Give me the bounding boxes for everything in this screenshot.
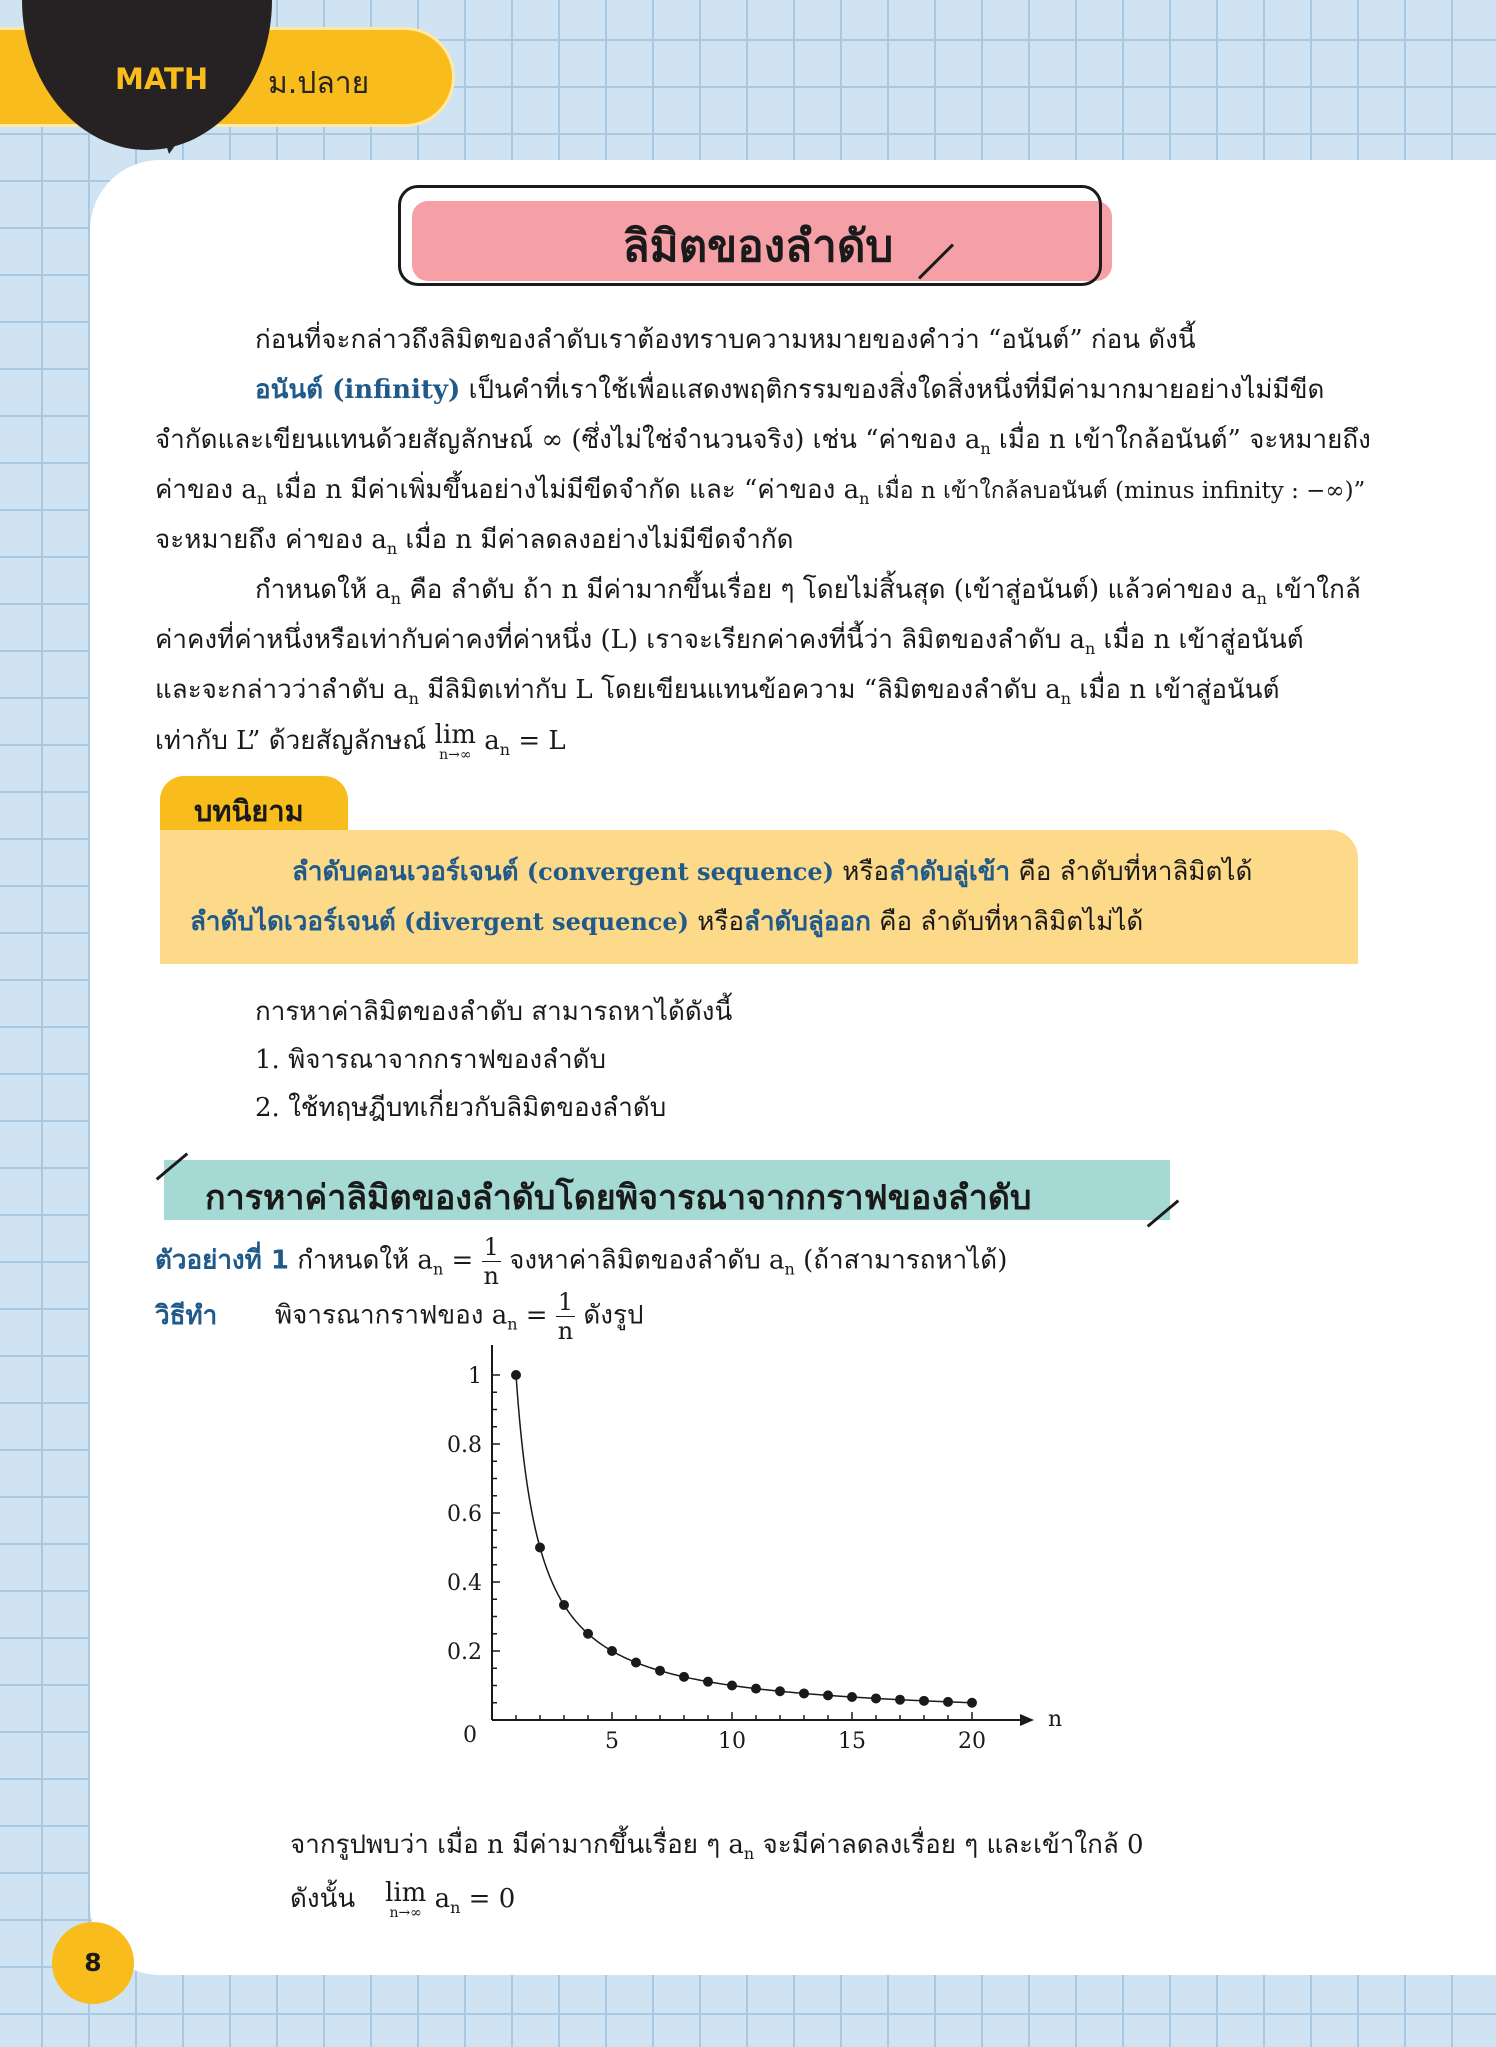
level-label: ม.ปลาย [268,66,370,101]
page-number: 8 [84,1948,102,1977]
infinity-text-3c: เมื่อ n เข้าใกล้ลบอนันต์ (minus infinity : −∞)” [869,478,1366,504]
subscript: n [390,589,402,608]
example-label: ตัวอย่างที่ 1 [155,1245,289,1276]
subscript: n [499,740,511,759]
example-text-b: จงหาค่าลิมิตของลำดับ a [509,1245,785,1276]
limit-text-4c: = L [510,726,566,756]
sequence-graph [420,1345,1100,1765]
data-point [511,1370,521,1380]
subject-bubble-tail [155,110,201,154]
limit-text-1b: คือ ลำดับ ถ้า n มีค่ามากขึ้นเรื่อย ๆ โดยไม่สิ้นสุด (เข้าสู่อนันต์) แล้วค่าของ a [401,575,1257,605]
data-point [583,1629,593,1639]
fraction-1-over-n [482,1235,501,1288]
conclusion-text-a: จากรูปพบว่า เมื่อ n มีค่ามากขึ้นเรื่อย ๆ a [290,1830,744,1860]
therefore-word: ดังนั้น [290,1884,356,1914]
subscript: n [450,1898,461,1917]
x-tick-label: 10 [718,1729,746,1754]
subscript: n [980,439,991,458]
limit-text-3b: มีลิมิตเท่ากับ L โดยเขียนแทนข้อความ “ลิมิตของลำดับ a [418,675,1061,705]
infinity-line-2 [155,425,1371,458]
convergent-alt-term: ลำดับลู่เข้า [889,857,1011,887]
example-text-c: (ถ้าสามารถหาได้) [794,1245,1008,1276]
limit-text-4a: เท่ากับ L” ด้วยสัญลักษณ์ [155,726,427,756]
data-point [607,1646,617,1656]
infinity-text-2b: เมื่อ n เข้าใกล้อนันต์” จะหมายถึง [990,425,1371,455]
infinity-text-2a: จำกัดและเขียนแทนด้วยสัญลักษณ์ ∞ (ซึ่งไม่ใช่จำนวนจริง) เช่น “ค่าของ a [155,425,981,455]
data-point [823,1690,833,1700]
subscript: n [1084,639,1096,658]
y-tick-label: 0.2 [447,1640,482,1665]
therefore-line [290,1880,515,1920]
y-tick-label: 0.6 [447,1502,482,1527]
origin-label: 0 [463,1723,477,1748]
method-label: วิธีทำ [155,1300,218,1331]
section-title: การหาค่าลิมิตของลำดับโดยพิจารณาจากกราฟของลำดับ [205,1178,1032,1218]
infinity-line-4 [155,525,794,558]
subscript: n [256,489,268,508]
subscript: n [1060,689,1072,708]
y-tick-label: 0.4 [447,1571,482,1596]
fraction-numerator: 1 [483,1233,499,1261]
y-tick-label: 0.8 [447,1433,482,1458]
method-item-1: 1. พิจารณาจากกราฟของลำดับ [255,1045,607,1075]
data-point [655,1666,665,1676]
infinity-text-4a: จะหมายถึง ค่าของ a [155,525,387,555]
subscript: n [859,489,870,508]
title-banner [398,185,1103,283]
data-point [847,1692,857,1702]
convergent-english: (convergent sequence) [526,857,835,886]
conclusion-text-b: จะมีค่าลดลงเรื่อย ๆ และเข้าใกล้ 0 [754,1830,1144,1860]
data-point [967,1698,977,1708]
x-tick-label: 20 [958,1729,986,1754]
definition-tab-label: บทนิยาม [194,794,304,828]
intro-paragraph: ก่อนที่จะกล่าวถึงลิมิตของลำดับเราต้องทราบความหมายของคำว่า “อนันต์” ก่อน ดังนี้ [255,325,1196,355]
lim-word: lim [434,720,476,750]
conclusion-line [290,1830,1144,1863]
limit-text-3a: และจะกล่าวว่าลำดับ a [155,675,409,705]
definition-box [160,830,1358,964]
or-word: หรือ [842,857,890,887]
data-point [703,1677,713,1687]
definition-line-2 [190,907,1143,938]
limit-notation [385,1880,426,1920]
method-text-a: พิจารณากราฟของ a [275,1300,508,1331]
lim-word: lim [385,1878,427,1908]
result-text-b: = 0 [460,1884,516,1914]
subscript: n [408,689,419,708]
example-text-a: กำหนดให้ a [297,1245,433,1276]
data-point [871,1693,881,1703]
equals-sign: = [443,1245,474,1276]
limit-notation [435,722,476,762]
limit-line-3 [155,675,1279,708]
data-point [943,1697,953,1707]
subject-label: MATH [115,62,209,96]
data-point [727,1681,737,1691]
y-tick-label: 1 [468,1364,482,1389]
lim-subscript: n→∞ [389,1905,422,1921]
infinity-line-1 [255,375,1324,406]
subscript: n [784,1259,795,1279]
example-line [155,1235,1007,1288]
infinity-text-3b: เมื่อ n มีค่าเพิ่มขึ้นอย่างไม่มีขีดจำกัด และ “ค่าของ a [267,475,860,505]
data-point [535,1543,545,1553]
fraction-denominator: n [483,1262,499,1290]
infinity-line-3 [155,475,1365,508]
x-axis-label: n [1048,1707,1063,1732]
result-text-a: a [434,1884,451,1914]
fraction-numerator: 1 [557,1288,574,1316]
method-line [155,1290,643,1343]
infinity-text-1: เป็นคำที่เราใช้เพื่อแสดงพฤติกรรมของสิ่งใดสิ่งหนึ่งที่มีค่ามากมายอย่างไม่มีขีด [468,375,1325,405]
methods-intro: การหาค่าลิมิตของลำดับ สามารถหาได้ดังนี้ [255,997,733,1027]
fraction-1-over-n [556,1290,575,1343]
subscript: n [743,1844,755,1863]
curve-line [516,1375,971,1703]
divergent-term: ลำดับไดเวอร์เจนต์ [190,907,396,937]
limit-text-1a: กำหนดให้ a [255,575,391,605]
convergent-term: ลำดับคอนเวอร์เจนต์ [292,857,519,887]
x-axis-arrow [1020,1714,1034,1726]
subscript: n [1256,589,1267,608]
definition-line-1 [292,857,1252,888]
subscript: n [507,1314,518,1334]
method-text-b: ดังรูป [583,1300,644,1331]
lim-subscript: n→∞ [439,747,472,763]
page-title: ลิมิตของลำดับ [622,221,894,272]
limit-text-2b: เมื่อ n เข้าสู่อนันต์ [1095,625,1304,655]
x-tick-label: 15 [838,1729,866,1754]
data-point [631,1657,641,1667]
limit-text-1c: เข้าใกล้ [1266,575,1361,605]
convergent-description: คือ ลำดับที่หาลิมิตได้ [1018,857,1253,887]
method-item-2: 2. ใช้ทฤษฎีบทเกี่ยวกับลิมิตของลำดับ [255,1093,667,1123]
limit-text-2a: ค่าคงที่ค่าหนึ่งหรือเท่ากับค่าคงที่ค่าหนึ่ง (L) เราจะเรียกค่าคงที่นี้ว่า ลิมิตของลำดับ a [155,625,1085,655]
data-point [895,1695,905,1705]
data-point [559,1600,569,1610]
or-word: หรือ [697,907,745,937]
data-point [679,1672,689,1682]
fraction-denominator: n [557,1317,574,1345]
x-tick-label: 5 [605,1729,619,1754]
divergent-alt-term: ลำดับลู่ออก [744,907,871,937]
infinity-text-4b: เมื่อ n มีค่าลดลงอย่างไม่มีขีดจำกัด [397,525,794,555]
divergent-english: (divergent sequence) [404,907,690,936]
infinity-term: อนันต์ (infinity) [255,375,461,405]
limit-line-1 [255,575,1361,608]
limit-line-2 [155,625,1304,658]
data-point [751,1684,761,1694]
data-point [919,1696,929,1706]
data-point [799,1688,809,1698]
limit-text-3c: เมื่อ n เข้าสู่อนันต์ [1071,675,1280,705]
subscript: n [432,1259,444,1279]
equals-sign: = [517,1300,548,1331]
divergent-description: คือ ลำดับที่หาลิมิตไม่ได้ [879,907,1144,937]
infinity-text-3a: ค่าของ a [155,475,257,505]
limit-line-4 [155,722,566,762]
subscript: n [386,539,398,558]
limit-text-4b: a [484,726,500,756]
data-point [775,1686,785,1696]
